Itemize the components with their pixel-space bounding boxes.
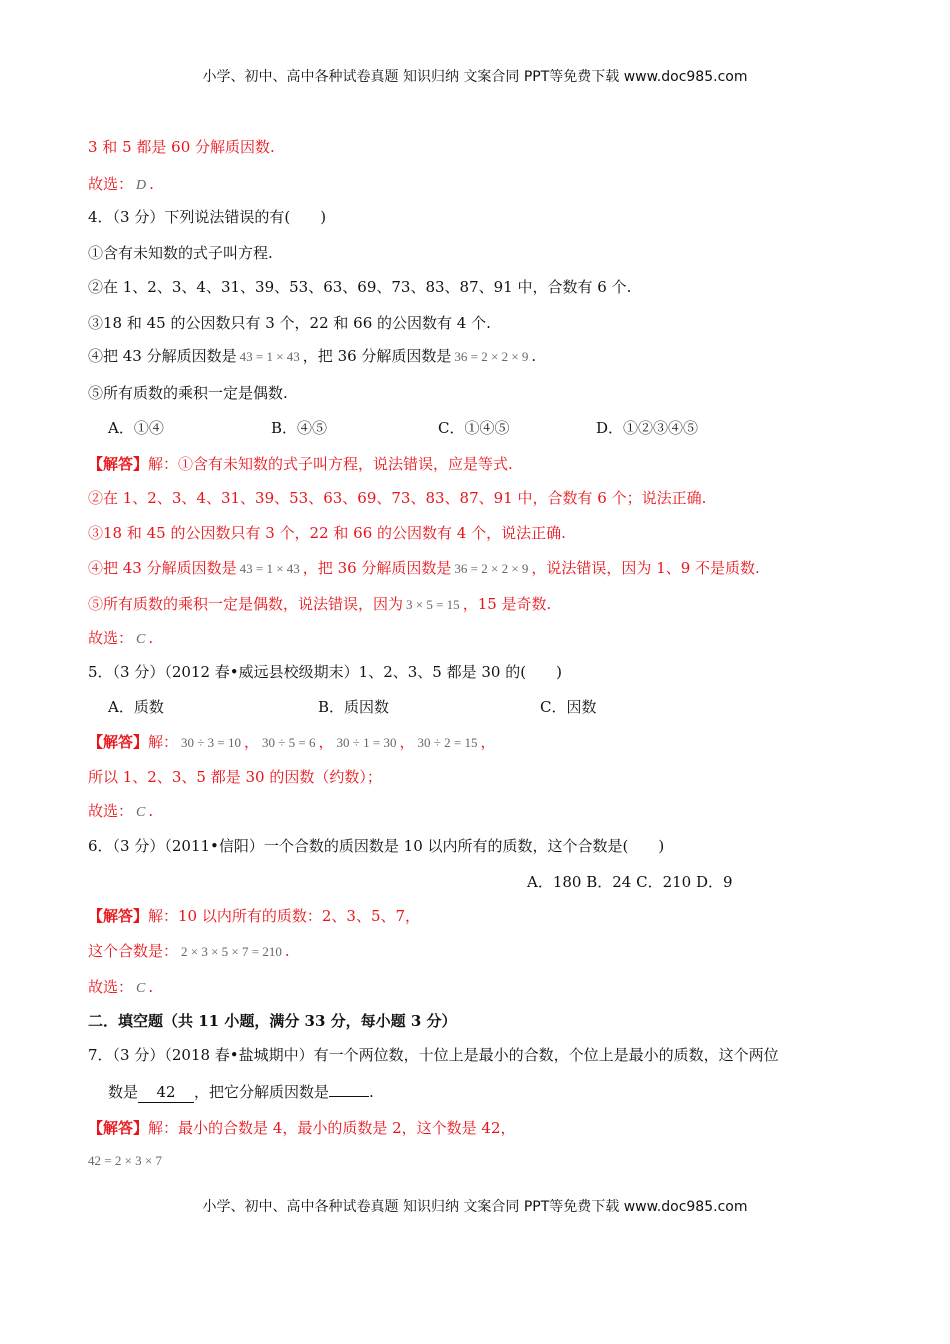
choice-prefix: 故选：	[88, 802, 134, 820]
q5-choice	[88, 801, 153, 823]
q5-answer-lead: 解：	[148, 733, 179, 751]
separator: ，	[244, 733, 260, 751]
q5-formula-1: 30 ÷ 3 = 10	[181, 735, 241, 750]
q5-option-a: A．质数	[108, 698, 164, 716]
q4-statement-2: ②在 1、2、3、4、31、39、53、63、69、73、83、87、91 中，合数有 6 个.	[88, 278, 632, 296]
q4-s4-text-a: ④把 43 分解质因数是	[88, 347, 237, 365]
answer-tag: 【解答】	[88, 907, 149, 925]
q4-statement-3: ③18 和 45 的公因数只有 3 个，22 和 66 的公因数有 4 个.	[88, 314, 491, 332]
q6-ans2-formula: 2 × 3 × 5 × 7 = 210	[181, 944, 282, 959]
q4-answer-4	[88, 558, 760, 579]
q6-choice	[88, 977, 153, 999]
q4-answer-1-text: 解：①含有未知数的式子叫方程，说法错误，应是等式.	[148, 455, 513, 473]
q7-blank-filled: 42	[138, 1082, 194, 1103]
choice-letter: C	[136, 805, 146, 820]
choice-prefix: 故选：	[88, 175, 134, 193]
choice-prefix: 故选：	[88, 978, 134, 996]
answer-tag: 【解答】	[88, 455, 149, 473]
q4-ans4-text-c: ，说法错误，因为 1、9 不是质数.	[531, 559, 760, 577]
q7-stem-text-b: ，把它分解质因数是	[194, 1083, 330, 1101]
q4-statement-1: ①含有未知数的式子叫方程.	[88, 244, 273, 262]
q7-stem-text-c: .	[369, 1083, 374, 1101]
q6-stem: 6．（3 分）（2011•信阳）一个合数的质因数是 10 以内所有的质数，这个合数是( )	[88, 837, 665, 855]
q4-s4-text-b: ，把 36 分解质因数是	[302, 347, 452, 365]
q6-answer-1	[88, 906, 420, 926]
q4-s4-formula-1: 43 = 1 × 43	[239, 349, 300, 364]
q6-ans2-text-b: .	[284, 942, 290, 960]
choice-suffix: .	[148, 802, 154, 820]
q7-answer-1-text: 解：最小的合数是 4，最小的质数是 2，这个数是 42，	[148, 1119, 516, 1137]
q4-answer-5	[88, 594, 551, 615]
q4-stem: 4．（3 分）下列说法错误的有( )	[88, 208, 327, 226]
q4-s4-formula-2: 36 = 2 × 2 × 9	[454, 349, 529, 364]
q5-formula-4: 30 ÷ 2 = 15	[417, 735, 478, 750]
separator: ，	[399, 733, 415, 751]
q6-options: A．180 B．24 C．210 D．9	[527, 873, 733, 891]
q6-ans2-text-a: 这个合数是：	[88, 942, 179, 960]
q5-formula-2: 30 ÷ 5 = 6	[262, 735, 316, 750]
answer-tag: 【解答】	[88, 1119, 149, 1137]
q5-option-b: B．质因数	[318, 698, 390, 716]
q7-stem-line-1: 7．（3 分）（2018 春•盐城期中）有一个两位数，十位上是最小的合数，个位上是最小的质数，这个两位	[88, 1046, 779, 1064]
q4-answer-1	[88, 454, 513, 474]
q4-ans4-text-b: ，把 36 分解质因数是	[302, 559, 452, 577]
q4-choice	[88, 628, 153, 650]
q4-option-a: A．①④	[108, 419, 164, 437]
q7-formula: 42 = 2 × 3 × 7	[88, 1153, 162, 1168]
q4-ans5-text-b: ，15 是奇数.	[462, 595, 552, 613]
prev-answer-line: 3 和 5 都是 60 分解质因数.	[88, 138, 275, 156]
prev-answer-choice	[88, 174, 154, 196]
q5-option-c: C．因数	[540, 698, 597, 716]
choice-suffix: .	[148, 978, 154, 996]
choice-prefix: 故选：	[88, 629, 134, 647]
separator: ，	[480, 733, 496, 751]
q5-formula-3: 30 ÷ 1 = 30	[336, 735, 397, 750]
q4-answer-2: ②在 1、2、3、4、31、39、53、63、69、73、83、87、91 中，合数有 6 个；说法正确.	[88, 489, 707, 507]
q4-option-d: D．①②③④⑤	[596, 419, 699, 437]
section-title: 二．填空题（共 11 小题，满分 33 分，每小题 3 分）	[88, 1012, 457, 1030]
answer-tag: 【解答】	[88, 733, 149, 751]
q4-s4-text-c: .	[531, 347, 537, 365]
q6-answer-2	[88, 941, 290, 962]
choice-suffix: .	[149, 175, 154, 193]
q4-ans5-formula: 3 × 5 = 15	[406, 597, 460, 612]
q4-ans4-formula-1: 43 = 1 × 43	[239, 561, 300, 576]
q7-stem-text-a: 数是	[108, 1083, 139, 1101]
page-footer: 小学、初中、高中各种试卷真题 知识归纳 文案合同 PPT等免费下载 www.doc985.com	[202, 1199, 748, 1215]
q4-statement-4	[88, 346, 536, 367]
choice-letter: D	[136, 178, 147, 193]
q5-stem: 5．（3 分）（2012 春•威远县校级期末）1、2、3、5 都是 30 的( )	[88, 663, 562, 681]
q4-option-b: B．④⑤	[271, 419, 328, 437]
choice-letter: C	[136, 981, 146, 996]
q7-answer-2	[88, 1150, 165, 1171]
q4-option-c: C．①④⑤	[438, 419, 510, 437]
q4-ans4-text-a: ④把 43 分解质因数是	[88, 559, 237, 577]
q6-answer-1-text: 解：10 以内所有的质数：2、3、5、7，	[148, 907, 421, 925]
q7-blank-empty	[329, 1096, 369, 1097]
q4-ans5-text-a: ⑤所有质数的乘积一定是偶数，说法错误，因为	[88, 595, 404, 613]
q7-answer-1	[88, 1118, 516, 1138]
choice-letter: C	[136, 632, 146, 647]
separator: ，	[318, 733, 334, 751]
choice-suffix: .	[148, 629, 154, 647]
q5-answer-1	[88, 732, 495, 753]
q4-statement-5: ⑤所有质数的乘积一定是偶数.	[88, 384, 288, 402]
q4-ans4-formula-2: 36 = 2 × 2 × 9	[454, 561, 529, 576]
q4-answer-3: ③18 和 45 的公因数只有 3 个，22 和 66 的公因数有 4 个，说法正确.	[88, 524, 566, 542]
q7-stem-line-2	[108, 1082, 374, 1103]
page-header: 小学、初中、高中各种试卷真题 知识归纳 文案合同 PPT等免费下载 www.doc985.com	[202, 69, 748, 85]
q5-answer-2: 所以 1、2、3、5 都是 30 的因数（约数）；	[88, 768, 382, 786]
